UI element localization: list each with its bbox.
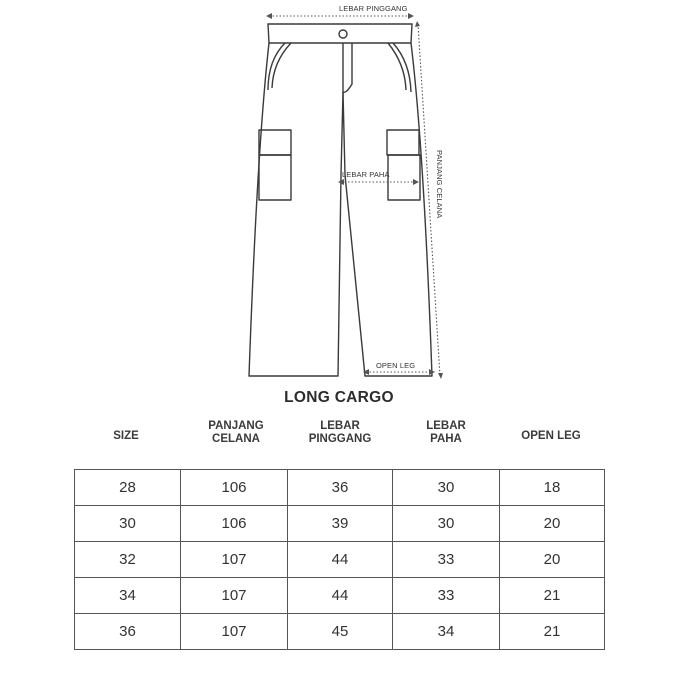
cell-open-leg: 18 <box>500 470 605 506</box>
cell-panjang-celana: 106 <box>181 470 288 506</box>
cell-panjang-celana: 107 <box>181 542 288 578</box>
cell-lebar-pinggang: 44 <box>288 578 393 614</box>
cell-size: 32 <box>75 542 181 578</box>
cell-lebar-pinggang: 36 <box>288 470 393 506</box>
left-cargo-flap <box>259 130 291 155</box>
cell-lebar-pinggang: 39 <box>288 506 393 542</box>
header-panjang-celana: PANJANG CELANA <box>208 420 264 445</box>
cell-open-leg: 21 <box>500 578 605 614</box>
cell-panjang-celana: 107 <box>181 578 288 614</box>
header-open-leg: OPEN LEG <box>521 430 581 442</box>
cell-open-leg: 21 <box>500 614 605 650</box>
header-size: SIZE <box>113 430 139 442</box>
fly <box>343 43 352 92</box>
table-row <box>75 614 605 650</box>
cell-panjang-celana: 107 <box>181 614 288 650</box>
cell-lebar-pinggang: 44 <box>288 542 393 578</box>
cell-lebar-paha: 30 <box>393 470 500 506</box>
cell-lebar-paha: 30 <box>393 506 500 542</box>
label-panjang-celana: PANJANG CELANA <box>435 150 444 219</box>
cell-size: 30 <box>75 506 181 542</box>
cell-open-leg: 20 <box>500 542 605 578</box>
page-title: LONG CARGO <box>284 389 394 406</box>
label-lebar-paha: LEBAR PAHA <box>342 170 390 179</box>
label-open-leg: OPEN LEG <box>376 361 416 370</box>
cell-size: 28 <box>75 470 181 506</box>
left-pocket-inner <box>272 43 291 88</box>
right-leg <box>343 43 432 376</box>
right-pocket-inner <box>388 43 406 90</box>
waistband <box>268 24 412 43</box>
cell-panjang-celana: 106 <box>181 506 288 542</box>
pants-outline <box>249 24 432 376</box>
measure-arrowheads <box>266 13 443 379</box>
table-row <box>75 506 605 542</box>
left-cargo-pocket <box>259 155 291 200</box>
table-row <box>75 542 605 578</box>
cell-open-leg: 20 <box>500 506 605 542</box>
header-lebar-pinggang: LEBAR PINGGANG <box>308 420 372 445</box>
cell-size: 34 <box>75 578 181 614</box>
left-leg <box>249 43 343 376</box>
table-row <box>75 578 605 614</box>
cell-lebar-paha: 33 <box>393 578 500 614</box>
size-chart-table <box>74 469 605 650</box>
table-row <box>75 470 605 506</box>
cell-lebar-pinggang: 45 <box>288 614 393 650</box>
label-lebar-pinggang: LEBAR PINGGANG <box>339 4 408 13</box>
header-lebar-paha: LEBAR PAHA <box>426 420 466 445</box>
cell-lebar-paha: 34 <box>393 614 500 650</box>
cell-lebar-paha: 33 <box>393 542 500 578</box>
cell-size: 36 <box>75 614 181 650</box>
right-cargo-flap <box>387 130 419 155</box>
waist-button <box>339 30 347 38</box>
right-cargo-pocket <box>388 155 420 200</box>
